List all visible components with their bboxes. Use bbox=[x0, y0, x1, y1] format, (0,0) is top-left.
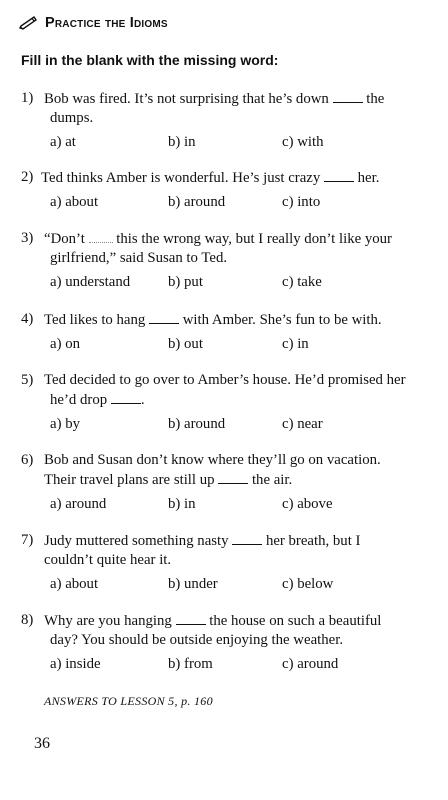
option-b: b) around bbox=[168, 416, 226, 432]
answer-blank bbox=[149, 310, 179, 324]
option-a: a) about bbox=[50, 576, 99, 592]
option-c: c) around bbox=[282, 656, 339, 672]
question-number: 1) bbox=[21, 90, 34, 106]
question-number: 3) bbox=[21, 230, 34, 246]
option-b: b) in bbox=[168, 496, 196, 512]
question-text: Bob and Susan don’t know where they’ll go on vacation. Their travel plans are still up the air. bbox=[44, 452, 381, 488]
option-b: b) in bbox=[168, 134, 196, 150]
question-number: 6) bbox=[21, 452, 34, 468]
page-number: 36 bbox=[34, 735, 50, 752]
question-text: Bob was fired. It’s not surprising that he’s down the dumps. bbox=[44, 91, 385, 126]
option-a: a) at bbox=[50, 134, 76, 150]
answers-reference: ANSWERS TO LESSON 5, p. 160 bbox=[44, 694, 213, 708]
option-a: a) understand bbox=[50, 274, 131, 290]
question-number: 2) bbox=[21, 169, 34, 185]
option-b: b) around bbox=[168, 194, 226, 210]
answer-blank bbox=[232, 531, 262, 545]
answer-blank bbox=[89, 229, 113, 243]
option-c: c) take bbox=[282, 274, 322, 290]
option-a: a) inside bbox=[50, 656, 101, 672]
option-c: c) in bbox=[282, 336, 309, 352]
option-b: b) from bbox=[168, 656, 213, 672]
option-c: c) below bbox=[282, 576, 334, 592]
question-number: 8) bbox=[21, 612, 34, 628]
instruction-text: Fill in the blank with the missing word: bbox=[21, 52, 279, 68]
option-a: a) on bbox=[50, 336, 80, 352]
question-number: 7) bbox=[21, 532, 34, 548]
option-c: c) with bbox=[282, 134, 324, 150]
option-a: a) around bbox=[50, 496, 107, 512]
question-text: “Don’t this the wrong way, but I really don’t like your girlfriend,” said Susan to Ted. bbox=[44, 231, 392, 266]
pencil-icon bbox=[19, 16, 39, 30]
option-c: c) above bbox=[282, 496, 333, 512]
answer-blank bbox=[176, 611, 206, 625]
question-text: Ted likes to hang with Amber. She’s fun to be with. bbox=[44, 312, 382, 328]
answer-blank bbox=[218, 470, 248, 484]
option-a: a) about bbox=[50, 194, 99, 210]
question-text: Why are you hanging the house on such a beautiful day? You should be outside enjoying the weather. bbox=[44, 613, 382, 648]
answer-blank bbox=[333, 89, 363, 103]
question-number: 4) bbox=[21, 311, 34, 327]
option-c: c) into bbox=[282, 194, 321, 210]
section-header bbox=[19, 15, 168, 31]
option-c: c) near bbox=[282, 416, 323, 432]
question-number: 5) bbox=[21, 372, 34, 388]
option-b: b) under bbox=[168, 576, 218, 592]
section-title: Practice the Idioms bbox=[45, 15, 168, 31]
answer-blank bbox=[111, 390, 141, 404]
option-a: a) by bbox=[50, 416, 80, 432]
question-text: Ted thinks Amber is wonderful. He’s just crazy her. bbox=[41, 170, 380, 186]
question-text: Ted decided to go over to Amber’s house. He’d promised her he’d drop . bbox=[44, 372, 406, 408]
option-b: b) out bbox=[168, 336, 203, 352]
question-text: Judy muttered something nasty her breath, but I couldn’t quite hear it. bbox=[44, 533, 361, 568]
option-b: b) put bbox=[168, 274, 203, 290]
answer-blank bbox=[324, 168, 354, 182]
